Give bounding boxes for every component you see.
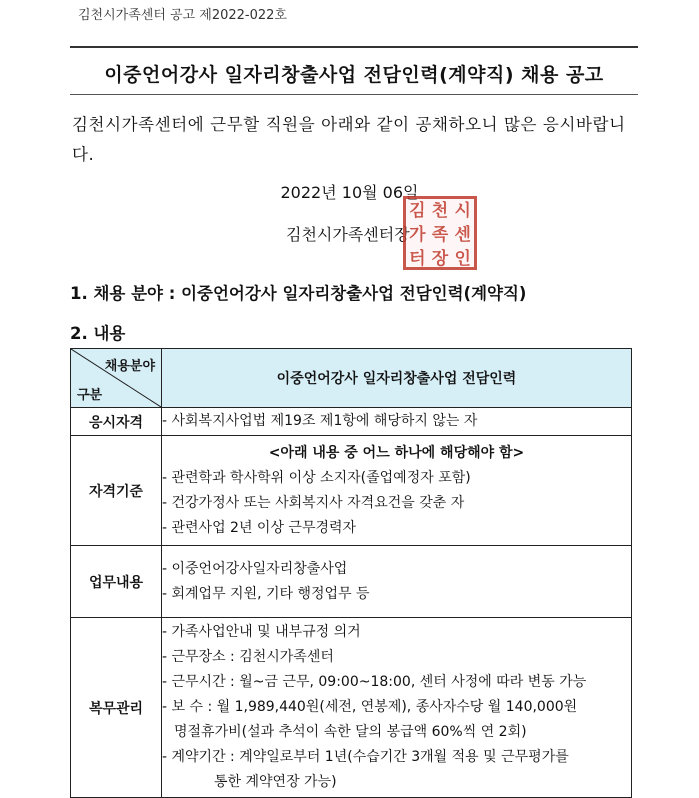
content-line: 명절휴가비(설과 추석이 속한 달의 봉급액 60%씩 연 2회) [174,724,527,740]
content-line: - 관련학과 학사학위 이상 소지자(졸업예정자 포함) [162,469,471,486]
content-line: - 사회복지사업법 제19조 제1항에 해당하지 않는 자 [162,413,478,429]
row-content-qualification [162,436,632,546]
section-2-heading: 2. 내용 [70,324,126,343]
section-1-heading: 1. 채용 분야 : 이중언어강사 일자리창출사업 전담인력(계약직) [70,284,527,303]
announcement-date: 2022년 10월 06일 [280,183,419,202]
top-divider [70,46,638,48]
intro-text: 김천시가족센터에 근무할 직원을 아래와 같이 공채하오니 많은 응시바랍니다. [72,115,626,164]
row-label-service: 복무관리 [71,618,162,798]
notice-number: 김천시가족센터 공고 제2022-022호 [78,8,287,23]
corner-top-label: 채용분야 [104,359,155,374]
row-label-duties: 업무내용 [71,546,162,618]
content-line: - 근무시간 : 월~금 근무, 09:00~18:00, 센터 사정에 따라 변동 가능 [162,674,587,690]
content-line: - 보 수 : 월 1,989,440원(세전, 연봉제), 종사자수당 월 140,000원 [162,699,578,715]
content-line: - 건강가정사 또는 사회복지사 자격요건을 갖춘 자 [162,494,465,511]
recruitment-table [70,348,632,798]
row-content-eligibility [162,408,632,436]
signer-name: 김천시가족센터장 [286,225,410,244]
content-line: - 가족사업안내 및 내부규정 의거 [162,624,361,640]
table-header: 이중언어강사 일자리창출사업 전담인력 [162,349,632,408]
title-divider [70,94,638,95]
official-seal: 김 천 시 가 족 센 터 장 인 [403,196,477,270]
row-content-duties [162,546,632,618]
row-label-qualification: 자격기준 [71,436,162,546]
content-line: - 회계업무 지원, 기타 행정업무 등 [162,585,370,602]
content-line: - 관련사업 2년 이상 근무경력자 [162,519,357,536]
corner-bottom-label: 구분 [77,388,103,403]
content-line: - 이중언어강사일자리창출사업 [162,560,348,577]
row-content-service [162,618,632,798]
content-line: 통한 계약연장 가능) [214,774,337,790]
table-corner-cell [71,349,162,408]
qualification-note: <아래 내용 중 어느 하나에 해당해야 함> [268,444,525,461]
content-line: - 근무장소 : 김천시가족센터 [162,649,334,665]
content-line: - 계약기간 : 계약일로부터 1년(수습기간 3개월 적용 및 근무평가를 [162,749,569,765]
page-title: 이중언어강사 일자리창출사업 전담인력(계약직) 채용 공고 [104,64,604,86]
row-label-eligibility: 응시자격 [71,408,162,436]
